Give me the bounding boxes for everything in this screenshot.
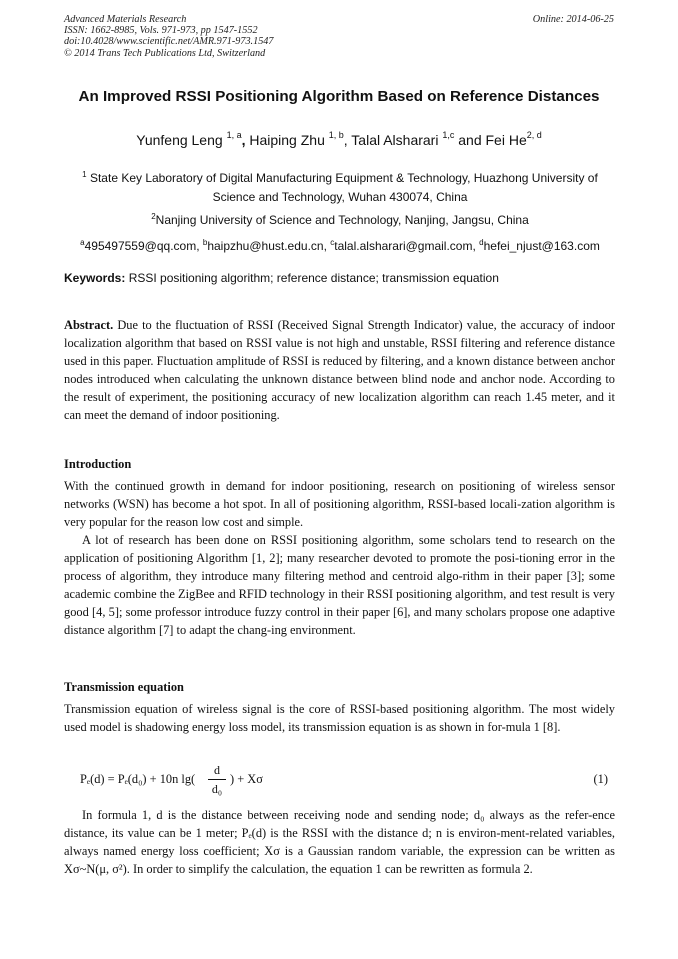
email-link[interactable]: talal.alsharari@gmail.com, xyxy=(334,239,480,253)
email-link[interactable]: hefei_njust@163.com xyxy=(483,239,600,253)
doi: doi:10.4028/www.scientific.net/AMR.971-973.1547 xyxy=(64,36,274,48)
paragraph: A lot of research has been done on RSSI positioning algorithm, some scholars tend to research on the application of positioning Algorithm [1, 2]; many researcher devoted to promote the posi-tioning error in the process of algorithm, they introduce many filtering method and centroid algo-rithm in their paper [3]; some academic combine the ZigBee and RFID technology in their RSSI positioning algorithm, and test result is very good [4, 5]; some professor introduce fuzzy control in their paper [6], and many scholars propose one adaptive distance algorithm [7] to adapt the chang-ing environment. xyxy=(64,533,615,637)
keywords-text: RSSI positioning algorithm; reference distance; transmission equation xyxy=(128,271,499,285)
keywords-label: Keywords: xyxy=(64,271,126,285)
author-sup: 2, d xyxy=(526,130,542,140)
author-sup: 1,c xyxy=(442,130,455,140)
abstract xyxy=(64,317,615,424)
copyright: © 2014 Trans Tech Publications Ltd, Switzerland xyxy=(64,47,266,59)
author-name: Yunfeng Leng xyxy=(136,132,223,148)
fraction-bar xyxy=(208,779,226,780)
email-link[interactable]: haipzhu@hust.edu.cn, xyxy=(207,239,331,253)
fraction xyxy=(208,763,226,796)
author-sup: 1, b xyxy=(328,130,344,140)
keywords xyxy=(64,271,616,285)
abstract-label: Abstract. xyxy=(64,318,114,332)
abstract-text: Due to the fluctuation of RSSI (Received Signal Strength Indicator) value, the accuracy of indoor localization algorithm that based on RSSI value is not high and unstable, RSSI filtering and reference distance used in this paper. Fluctuation amplitude of RSSI is reduced by filtering, and a known distance between anchor nodes introduced when calculating the unknown distance between blind node and anchor node. According to the result of experiment, the positioning accuracy of new localization algorithm can reach 1.45 meter, and it can meet the demand of indoor positioning. xyxy=(64,318,615,422)
author-sup: 1, a xyxy=(226,130,242,140)
email-link[interactable]: 495497559@qq.com, xyxy=(84,239,203,253)
issn: ISSN: 1662-8985, Vols. 971-973, pp 1547-1552 xyxy=(64,25,258,37)
author-list: Yunfeng Leng $^{1, a}$, Haiping Zhu $^{1, b}$, Talal Alsharari $^{1,c}$ and Fei He$^{2, d}$ xyxy=(136,130,542,148)
paragraph: In formula 1, d is the distance between receiving node and sending node; d₀ always as the refer-ence distance, its value can be 1 meter; Pₑ(d) is the RSSI with the distance d; n is environ-ment-related variables, always named energy loss coefficient; Xσ is a Gaussian random variable, the expression can be written as Xσ~N(μ, σ²). In order to simplify the calculation, the equation 1 can be rewritten as formula 2. xyxy=(64,808,615,876)
affiliation-1: $^1$ State Key Laboratory of Digital Manufacturing Equipment & Technology, Huazhong University of Science and Technology, Wuhan 430074, China xyxy=(82,170,598,204)
fraction-numerator: d xyxy=(214,763,220,777)
author-name: Haiping Zhu xyxy=(249,132,325,148)
equation-lhs: Pₑ(d) = Pₑ(d₀) + 10n lg( xyxy=(80,772,196,786)
section-heading: Introduction xyxy=(64,457,132,471)
fraction-denominator: d₀ xyxy=(211,782,223,796)
affiliation-2: $^2$Nanjing University of Science and Technology, Nanjing, Jangsu, China xyxy=(151,212,529,227)
paragraph: Transmission equation of wireless signal is the core of RSSI-based positioning algorithm. The most widely used model is shadowing energy loss model, its transmission equation is as shown in for-mula 1 [8]. xyxy=(64,702,615,734)
author-name: Talal Alsharari xyxy=(351,132,439,148)
equation-1 xyxy=(80,763,616,807)
equation-number: (1) xyxy=(593,772,608,786)
equation-rhs: ) + Xσ xyxy=(230,772,263,786)
journal-header xyxy=(64,14,273,59)
journal-name: Advanced Materials Research xyxy=(64,14,187,25)
paper-title: An Improved RSSI Positioning Algorithm Based on Reference Distances xyxy=(78,88,600,105)
email-list: $^a$495497559@qq.com, $^b$haipzhu@hust.edu.cn, $^c$talal.alsharari@gmail.com, $^d$hefei_njust@163.com xyxy=(80,238,600,253)
author-name: Fei He xyxy=(485,132,527,148)
section-heading: Transmission equation xyxy=(64,680,184,694)
online-date: Online: 2014-06-25 xyxy=(532,14,614,25)
paragraph: With the continued growth in demand for indoor positioning, research on positioning of wireless sensor networks (WSN) has become a hot spot. In all of positioning algorithm, RSSI-based locali-zation algorithm is very popular for the reason low cost and simple. xyxy=(64,479,615,529)
